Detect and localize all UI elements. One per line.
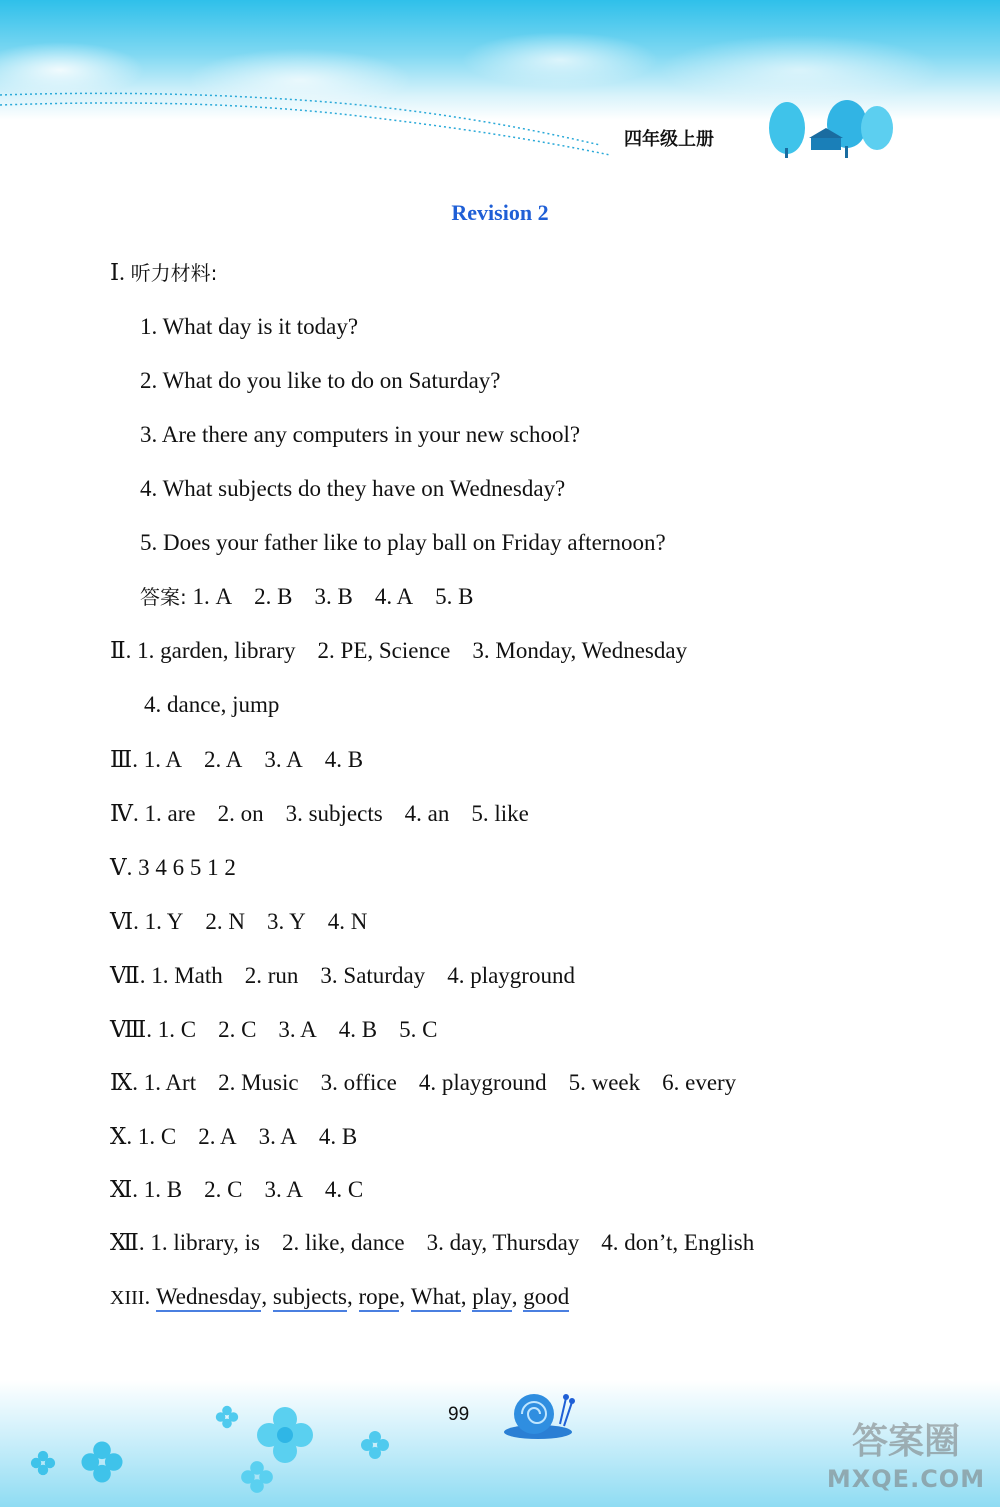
listening-question: 2. What do you like to do on Saturday? (140, 368, 501, 393)
answer-item: 1. B (143, 1177, 183, 1202)
listening-question: 4. What subjects do they have on Wednesday? (140, 476, 566, 501)
answer-item: 4. don’t, English (601, 1230, 755, 1255)
answer-item: 4. B (338, 1017, 378, 1042)
section-XI: Ⅺ. 1. B 2. C 3. A 4. C (110, 1177, 364, 1202)
answer-item: 5. like (471, 801, 529, 826)
answer-item: 4. B (324, 747, 364, 772)
page-title: Revision 2 (451, 200, 549, 225)
answer-item: 3. Monday, Wednesday (472, 638, 688, 663)
section-numeral: Ⅺ (110, 1177, 133, 1202)
answer-item: 1. A (192, 584, 233, 609)
answer-item: 5. week (568, 1070, 641, 1095)
answer-label: 答案: (140, 585, 187, 609)
answer-item: 4. dance, jump (144, 692, 280, 717)
trees-house-icon (765, 100, 900, 160)
answer-item: 1. Math (151, 963, 223, 988)
section-numeral: Ⅰ (110, 260, 120, 285)
watermark-line1: 答案圈 (851, 1421, 960, 1462)
answer-item: 4. an (404, 801, 450, 826)
answer-item: 2. run (244, 963, 299, 988)
watermark (818, 1420, 994, 1502)
dotted-wave-decoration (0, 90, 620, 160)
section-IV: Ⅳ. 1. are 2. on 3. subjects 4. an 5. like (110, 801, 529, 826)
answer-item: 4. playground (447, 963, 575, 988)
answer-item: 6. every (662, 1070, 737, 1095)
answer-item: 1. are (144, 801, 196, 826)
answer-item: 3. office (320, 1070, 397, 1095)
answer-item: 2. A (198, 1124, 237, 1149)
answer-item: 4. A (374, 584, 414, 609)
section-VI: Ⅵ. 1. Y 2. N 3. Y 4. N (110, 909, 368, 934)
section-numeral: Ⅲ (110, 747, 133, 772)
section-V: Ⅴ. 3 4 6 5 1 2 (110, 855, 236, 880)
answer-item: 1. C (137, 1124, 177, 1149)
section-numeral: Ⅵ (110, 909, 134, 934)
section-numeral: Ⅳ (110, 801, 133, 826)
answer-item: 2. Music (218, 1070, 299, 1095)
page-number: 99 (448, 1404, 470, 1425)
section-numeral: XIII (110, 1287, 145, 1309)
answer-item: 4. N (327, 909, 368, 934)
underlined-word: good (523, 1285, 569, 1312)
answer-item: 2. on (217, 801, 264, 826)
section-numeral: Ⅴ (110, 855, 127, 880)
flower-icon (30, 1450, 56, 1476)
answer-item: 3. Saturday (320, 963, 426, 988)
underlined-word: rope (359, 1285, 400, 1312)
listening-question: 3. Are there any computers in your new school? (140, 422, 581, 447)
flower-icon (215, 1405, 239, 1429)
section-numeral: Ⅸ (110, 1070, 133, 1095)
section-numeral: Ⅷ (110, 1017, 147, 1042)
answer-item: 2. like, dance (282, 1230, 405, 1255)
listening-question: 1. What day is it today? (140, 314, 359, 339)
underlined-word: subjects (273, 1285, 347, 1312)
section-III: Ⅲ. 1. A 2. A 3. A 4. B (110, 747, 364, 772)
answer-item: 2. PE, Science (317, 638, 451, 663)
answer-item: 3. A (278, 1017, 317, 1042)
section-XII: Ⅻ. 1. library, is 2. like, dance 3. day, Thursday 4. don’t, English (110, 1230, 755, 1255)
section-numeral: Ⅶ (110, 963, 140, 988)
answer-item: 1. library, is (150, 1230, 260, 1255)
flower-icon (240, 1460, 274, 1494)
section-X: Ⅹ. 1. C 2. A 3. A 4. B (110, 1124, 358, 1149)
answer-item: 4. playground (418, 1070, 547, 1095)
answer-item: 1. garden, library (137, 638, 296, 663)
answer-item: 3. B (314, 584, 353, 609)
section-VIII: Ⅷ. 1. C 2. C 3. A 4. B 5. C (110, 1017, 438, 1042)
underlined-word: Wednesday (156, 1285, 261, 1312)
answer-item: 3. A (264, 1177, 303, 1202)
section-VII: Ⅶ. 1. Math 2. run 3. Saturday 4. playground (110, 963, 575, 988)
flower-icon (360, 1430, 390, 1460)
answer-item: 2. C (218, 1017, 257, 1042)
section-IX: Ⅸ. 1. Art 2. Music 3. office 4. playground 5. week 6. every (110, 1070, 737, 1095)
snail-icon (500, 1388, 575, 1443)
listening-material-label: 听力材料: (130, 261, 218, 285)
book-grade-label: 四年级上册 (624, 129, 714, 150)
answer-item: 3. A (264, 747, 303, 772)
answer-item: 4. B (318, 1124, 358, 1149)
listening-question: 5. Does your father like to play ball on Friday afternoon? (140, 530, 666, 555)
flower-icon (80, 1440, 124, 1484)
answer-item: 1. A (143, 747, 183, 772)
underlined-word: play (472, 1285, 512, 1312)
section-numeral: Ⅱ (110, 638, 126, 663)
answer-item: 2. N (205, 909, 246, 934)
answer-sequence: 3 4 6 5 1 2 (138, 855, 236, 880)
answer-item: 3. Y (267, 909, 306, 934)
section-II-continued (144, 690, 279, 720)
answer-item: 2. B (254, 584, 293, 609)
answer-item: 1. C (157, 1017, 197, 1042)
answer-item: 3. day, Thursday (426, 1230, 580, 1255)
answer-item: 2. C (204, 1177, 243, 1202)
answer-item: 5. C (399, 1017, 438, 1042)
answer-item: 1. Art (143, 1070, 197, 1095)
section-XIII: XIII. Wednesday, subjects, rope, What, play, good (110, 1282, 569, 1313)
answer-item: 5. B (435, 584, 474, 609)
section-numeral: Ⅹ (110, 1124, 127, 1149)
answer-item: 3. subjects (285, 801, 383, 826)
section-numeral: Ⅻ (110, 1230, 139, 1255)
answer-item: 2. A (204, 747, 243, 772)
section-I-heading: Ⅰ. 听力材料: (110, 260, 218, 285)
flower-icon (255, 1405, 315, 1465)
answer-item: 3. A (258, 1124, 297, 1149)
listening-answers (140, 582, 474, 612)
answer-item: 4. C (324, 1177, 364, 1202)
answer-item: 1. Y (144, 909, 184, 934)
underlined-word: What (411, 1285, 461, 1312)
watermark-line2: MXQE.COM (826, 1465, 986, 1493)
section-II: Ⅱ. 1. garden, library 2. PE, Science 3. Monday, Wednesday (110, 638, 688, 663)
